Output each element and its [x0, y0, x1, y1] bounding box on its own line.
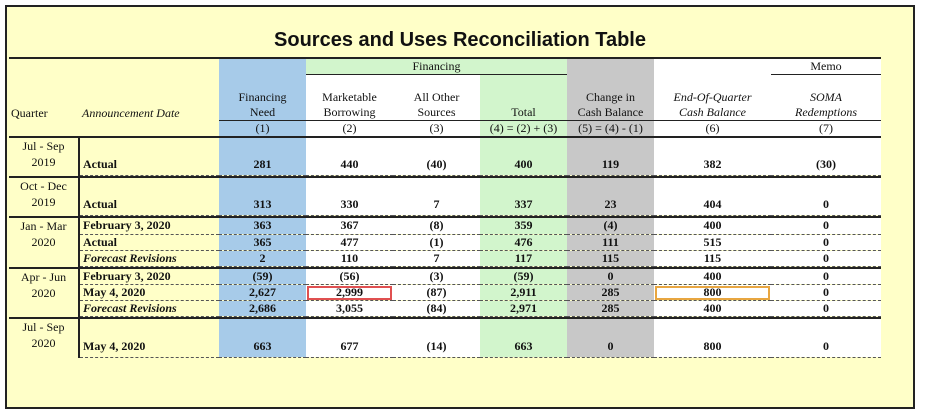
column-header-line1: SOMA: [810, 90, 842, 104]
cell-col-5: 285: [567, 301, 654, 317]
row-label: February 3, 2020: [79, 269, 219, 285]
row-label: Actual: [79, 234, 219, 250]
cell-col-3: 7: [393, 178, 480, 216]
column-index-1: (1): [219, 121, 306, 138]
cell-col-7: 0: [771, 319, 881, 357]
cell-col-5: 111: [567, 234, 654, 250]
column-header-line1: All Other: [413, 90, 460, 104]
quarter-range: Oct - Dec: [20, 178, 67, 193]
cell-col-6: 400: [654, 218, 771, 234]
row-label: Actual: [79, 178, 219, 216]
cell-col-6: 800: [654, 319, 771, 357]
cell-col-1: 313: [219, 178, 306, 216]
cell-col-2: 477: [306, 234, 393, 250]
table-row: [9, 234, 881, 250]
cell-col-1: 2,686: [219, 301, 306, 317]
row-label: May 4, 2020: [79, 285, 219, 301]
row-label: Forecast Revisions: [79, 250, 219, 266]
cell-col-3: (8): [393, 218, 480, 234]
column-header-line2: Sources: [417, 105, 456, 119]
column-header-3: [393, 75, 480, 121]
index-spacer: [9, 121, 79, 138]
cell-col-1: (59): [219, 269, 306, 285]
table-row: [9, 250, 881, 266]
reconciliation-table: [9, 57, 881, 358]
cell-col-7: (30): [771, 137, 881, 175]
quarter-label: [9, 178, 79, 216]
row-label: May 4, 2020: [79, 319, 219, 357]
column-index-2: (2): [306, 121, 393, 138]
cell-col-3: (84): [393, 301, 480, 317]
cell-col-3: 7: [393, 250, 480, 266]
column-index-row: [9, 121, 881, 138]
quarter-range: Apr - Jun: [20, 269, 67, 284]
cell-col-6: 400: [654, 269, 771, 285]
cell-col-5: 119: [567, 137, 654, 175]
cell-col-3: (1): [393, 234, 480, 250]
column-index-3: (3): [393, 121, 480, 138]
column-header-line1: End-Of-Quarter: [673, 90, 752, 104]
group-header-row: [9, 58, 881, 75]
column-header-line2: Total: [511, 105, 536, 119]
cell-col-2: 440: [306, 137, 393, 175]
quarter-year: 2019: [31, 194, 56, 209]
cell-col-5: 0: [567, 319, 654, 357]
cell-col-5: 23: [567, 178, 654, 216]
cell-col-3: (14): [393, 319, 480, 357]
column-header-line2: Cash Balance: [577, 105, 644, 119]
row-label: February 3, 2020: [79, 218, 219, 234]
column-header-line2: Borrowing: [323, 105, 376, 119]
cell-col-4: 2,911: [480, 285, 567, 301]
row-label: Forecast Revisions: [79, 301, 219, 317]
column-header-line2: Redemptions: [795, 105, 857, 119]
quarter-year: 2019: [31, 155, 56, 169]
table-row: [9, 319, 881, 357]
quarter-year: 2020: [31, 285, 56, 300]
cell-col-2: 2,999: [306, 285, 393, 301]
cell-col-2: (56): [306, 269, 393, 285]
cell-col-4: (59): [480, 269, 567, 285]
cell-col-6: 115: [654, 250, 771, 266]
cell-col-7: 0: [771, 285, 881, 301]
column-header-line2: Need: [249, 105, 276, 119]
cell-col-1: 2: [219, 250, 306, 266]
column-header-line1: [480, 90, 567, 105]
column-header-line1: Marketable: [322, 90, 377, 104]
column-header-line1: Financing: [238, 90, 287, 104]
quarter-range: Jul - Sep: [22, 139, 65, 153]
cell-col-2: 330: [306, 178, 393, 216]
column-index-4: (4) = (2) + (3): [480, 121, 567, 138]
column-header-4: [480, 75, 567, 121]
cell-col-5: 0: [567, 269, 654, 285]
memo-group-header: Memo: [771, 58, 881, 75]
cell-col-1: 663: [219, 319, 306, 357]
quarter-label: [9, 218, 79, 266]
cell-col-4: 663: [480, 319, 567, 357]
reconciliation-frame: [5, 5, 915, 409]
column-index-6: (6): [654, 121, 771, 138]
quarter-year: 2020: [31, 336, 56, 350]
cell-col-6: 382: [654, 137, 771, 175]
cell-col-3: (3): [393, 269, 480, 285]
cell-col-2: 110: [306, 250, 393, 266]
quarter-year: 2020: [31, 235, 56, 249]
cell-col-1: 2,627: [219, 285, 306, 301]
cell-col-1: 363: [219, 218, 306, 234]
row-label: Actual: [79, 137, 219, 175]
column-index-7: (7): [771, 121, 881, 138]
table-row: [9, 218, 881, 234]
cell-col-5: 285: [567, 285, 654, 301]
cell-col-7: 0: [771, 269, 881, 285]
quarter-label: [9, 319, 79, 357]
column-header-6: [654, 75, 771, 121]
quarter-range: Jan - Mar: [20, 219, 67, 233]
quarter-label: [9, 137, 79, 175]
cell-col-1: 365: [219, 234, 306, 250]
cell-col-6: 400: [654, 301, 771, 317]
table-title: Sources and Uses Reconciliation Table: [274, 29, 646, 51]
cell-col-7: 0: [771, 218, 881, 234]
table-row: [9, 285, 881, 301]
column-header-line2: Cash Balance: [679, 105, 746, 119]
cell-col-4: 2,971: [480, 301, 567, 317]
quarter-header: Quarter: [9, 75, 79, 121]
column-header-5: [567, 75, 654, 121]
financing-group-header: Financing: [306, 58, 567, 75]
column-header-7: [771, 75, 881, 121]
cell-col-6: 515: [654, 234, 771, 250]
cell-col-5: 115: [567, 250, 654, 266]
cell-col-6: 800: [654, 285, 771, 301]
cell-col-4: 337: [480, 178, 567, 216]
table-row: [9, 178, 881, 216]
cell-col-5: (4): [567, 218, 654, 234]
column-header-row: [9, 75, 881, 121]
index-spacer: [79, 121, 219, 138]
cell-col-4: 117: [480, 250, 567, 266]
table-row: [9, 137, 881, 175]
quarter-range: Jul - Sep: [22, 320, 65, 334]
cell-col-7: 0: [771, 178, 881, 216]
quarter-label: [9, 269, 79, 317]
cell-col-3: (87): [393, 285, 480, 301]
cell-col-7: 0: [771, 234, 881, 250]
table-row: [9, 269, 881, 285]
table-row: [9, 301, 881, 317]
cell-col-4: 400: [480, 137, 567, 175]
cell-col-1: 281: [219, 137, 306, 175]
cell-col-3: (40): [393, 137, 480, 175]
column-header-1: [219, 75, 306, 121]
cell-col-4: 359: [480, 218, 567, 234]
cell-col-7: 0: [771, 301, 881, 317]
column-header-2: [306, 75, 393, 121]
cell-col-2: 367: [306, 218, 393, 234]
cell-col-2: 677: [306, 319, 393, 357]
column-index-5: (5) = (4) - (1): [567, 121, 654, 138]
cell-col-2: 3,055: [306, 301, 393, 317]
column-header-line1: Change in: [586, 90, 635, 104]
cell-col-7: 0: [771, 250, 881, 266]
cell-col-4: 476: [480, 234, 567, 250]
cell-col-6: 404: [654, 178, 771, 216]
announcement-date-header: Announcement Date: [79, 75, 219, 121]
